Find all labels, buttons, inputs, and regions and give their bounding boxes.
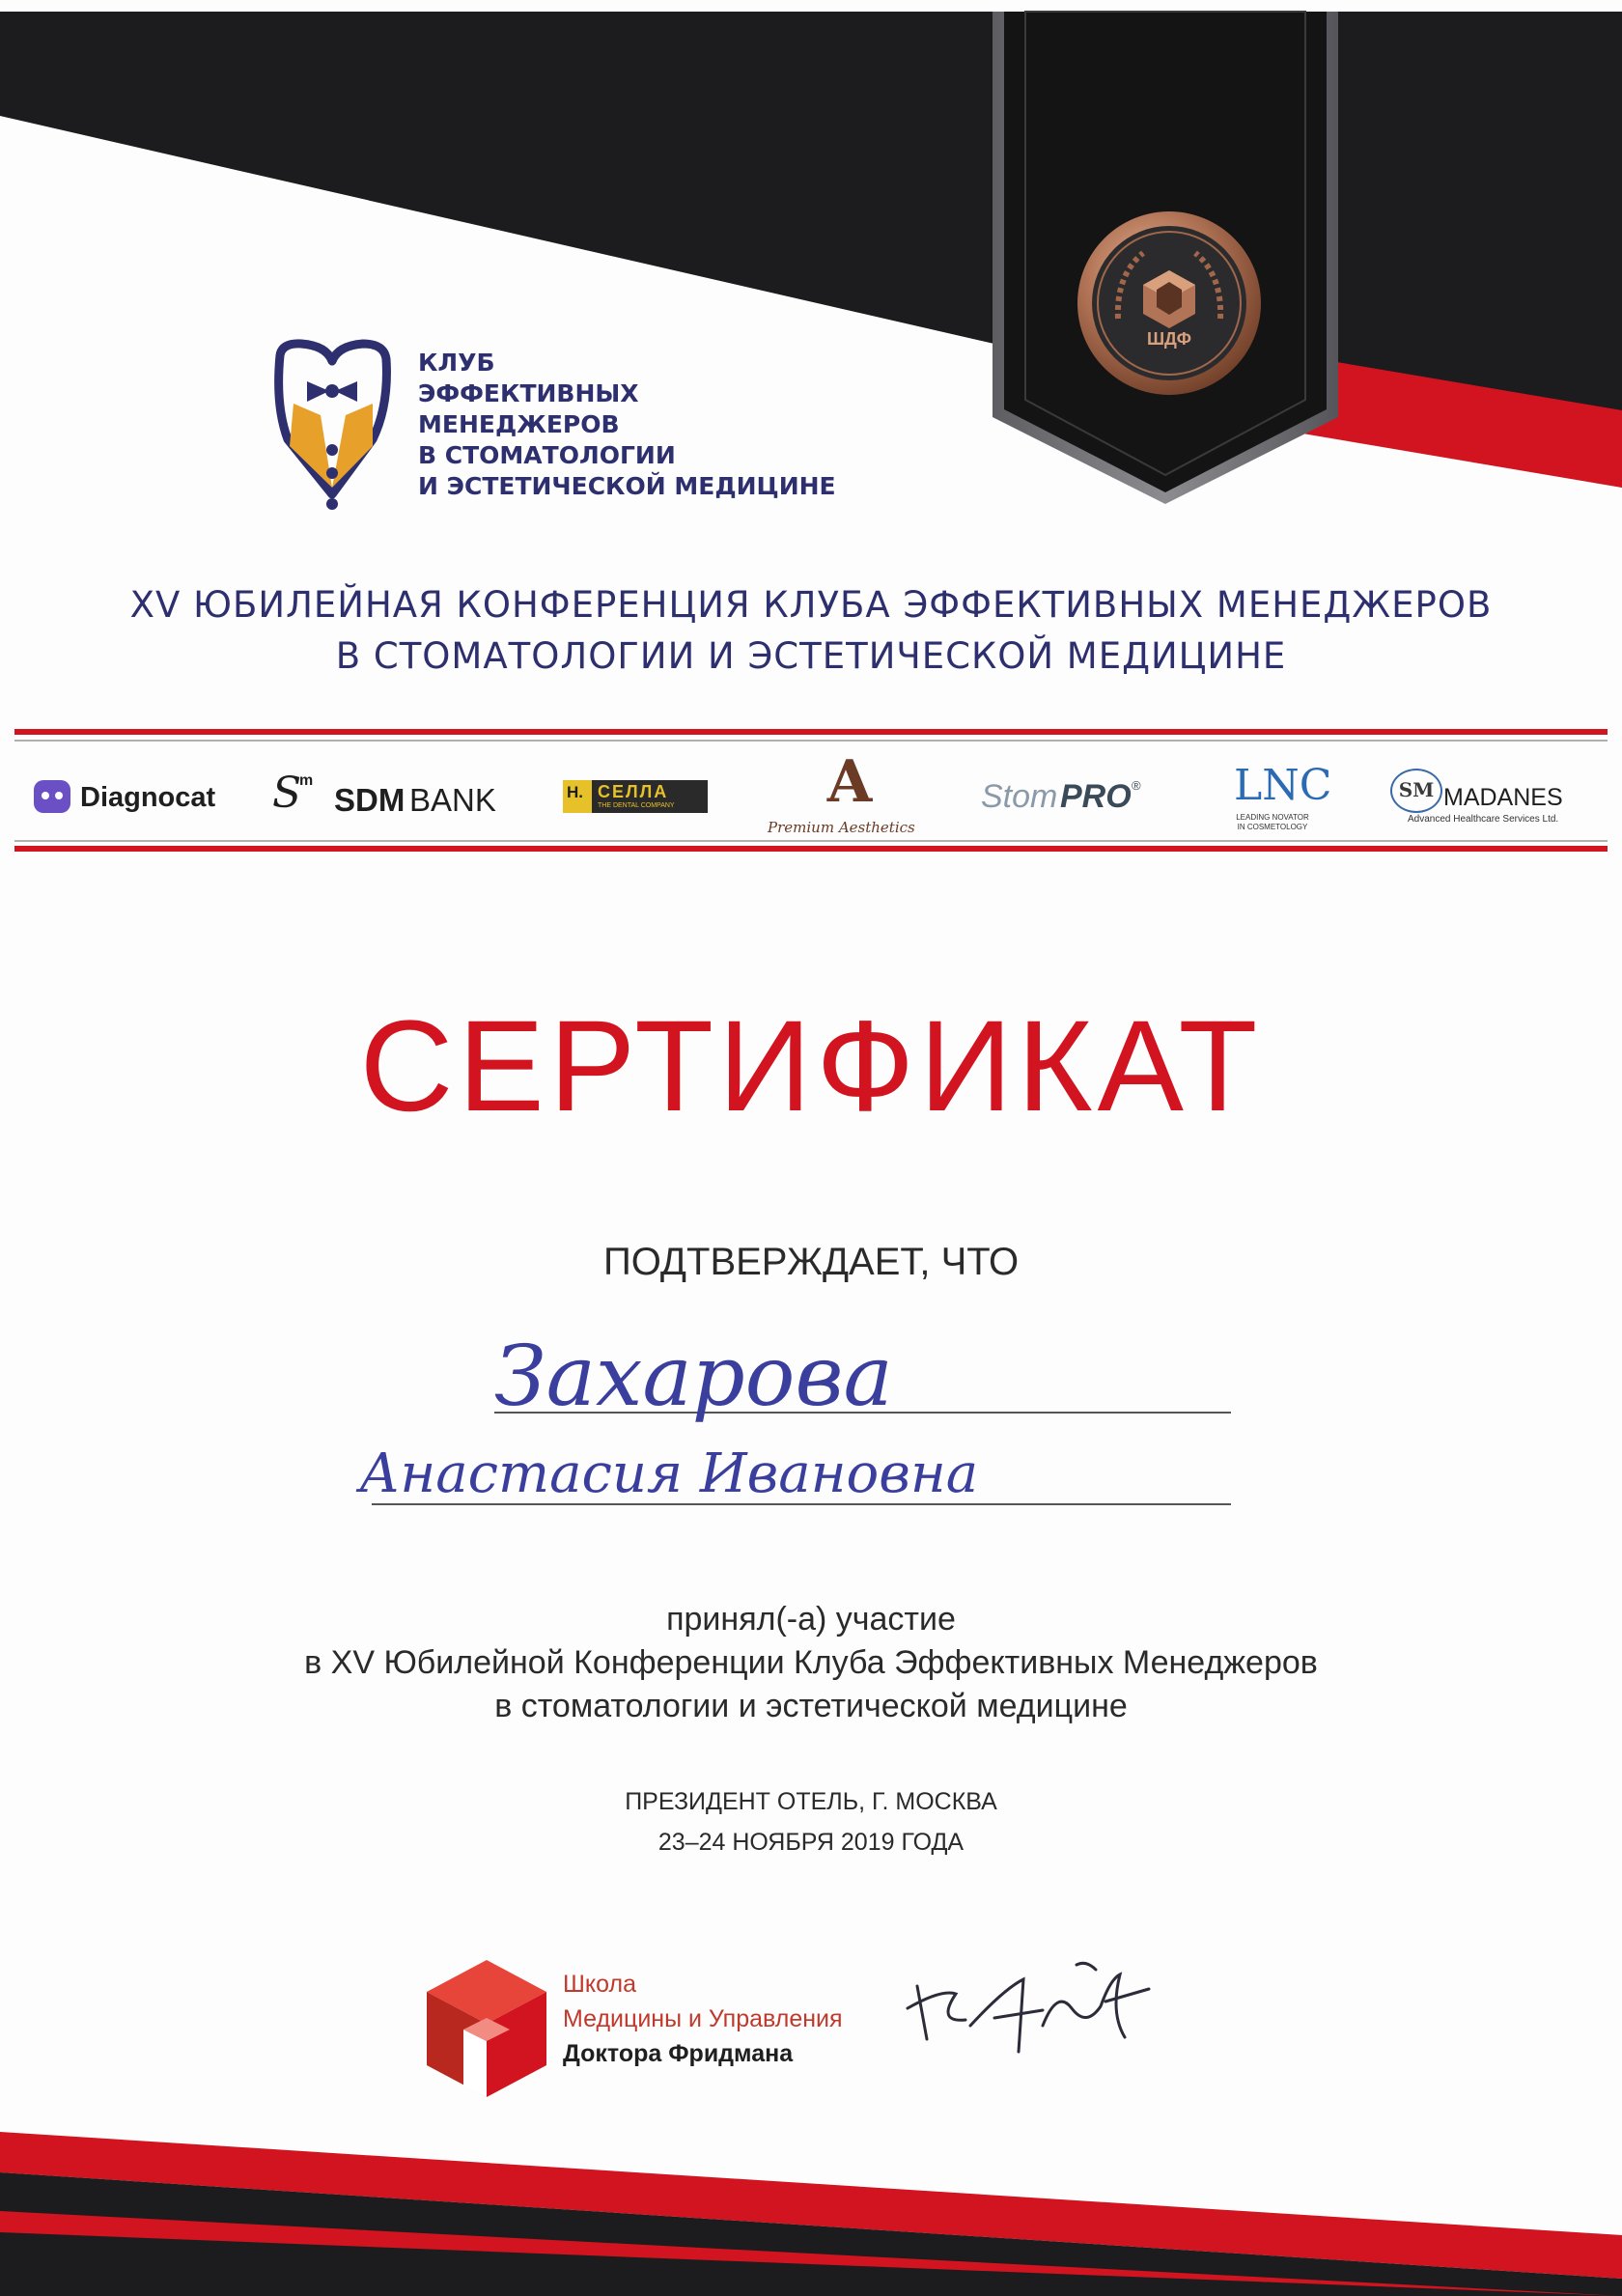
sdm-mark-sub: m	[299, 772, 314, 789]
madanes-sub: Advanced Healthcare Services Ltd.	[1408, 814, 1559, 825]
premium-letter: A	[826, 748, 873, 816]
club-name-line: В СТОМАТОЛОГИИ	[418, 441, 676, 469]
school-name	[563, 1967, 843, 2071]
confirms-text: ПОДТВЕРЖДАЕТ, ЧТО	[602, 1241, 1020, 1283]
hsella-h: H.	[567, 783, 583, 801]
school-line2: Медицины и Управления	[563, 2005, 843, 2032]
sponsor-line-bottom-thin	[14, 840, 1608, 842]
director-signature	[908, 1963, 1149, 2052]
recipient-given-names: Анастасия Ивановна	[359, 1442, 979, 1505]
lnc-mark: LNC	[1234, 761, 1332, 810]
sponsor-madanes: MADANES	[1443, 784, 1563, 811]
lnc-sub1: LEADING NOVATOR	[1236, 813, 1309, 822]
stompro-bold: PRO	[1060, 778, 1132, 815]
school-line1: Школа	[563, 1971, 636, 1998]
hsella-sub: THE DENTAL COMPANY	[598, 802, 675, 809]
sdm-mark: S	[272, 769, 302, 818]
lnc-sub2: IN COSMETOLOGY	[1237, 823, 1308, 831]
conference-title-line2: В СТОМАТОЛОГИИ И ЭСТЕТИЧЕСКОЙ МЕДИЦИНЕ	[335, 635, 1287, 677]
club-name	[418, 348, 836, 502]
hsella-logo	[563, 780, 708, 813]
school-cube-logo-icon	[427, 1960, 546, 2097]
participated-line: принял(-а) участие	[666, 1601, 956, 1638]
venue-text: ПРЕЗИДЕНТ ОТЕЛЬ, Г. МОСКВА	[625, 1788, 997, 1815]
sponsor-diagnocat: Diagnocat	[80, 782, 216, 813]
medal-label: ШДФ	[1146, 329, 1192, 349]
description-line1: в XV Юбилейной Конференции Клуба Эффективных Менеджеров	[304, 1644, 1318, 1681]
madanes-mark: SM	[1398, 778, 1435, 801]
diagnocat-icon	[34, 780, 70, 813]
participation-text	[0, 1598, 1622, 1728]
sponsor-premium-aesthetics: Premium Aesthetics	[768, 819, 915, 836]
sponsor-line-top-thin	[14, 740, 1608, 742]
stompro-light: Stom	[981, 778, 1058, 815]
club-name-line: ЭФФЕКТИВНЫХ	[418, 379, 639, 407]
sponsor-line-bottom	[14, 846, 1608, 852]
tooth-logo-icon	[279, 344, 387, 510]
medal-emblem	[1077, 211, 1261, 395]
certificate-title: СЕРТИФИКАТ	[359, 994, 1263, 1138]
sponsor-line-top	[14, 729, 1608, 735]
madanes-emblem	[1390, 769, 1442, 813]
sponsor-sdm-bold: SDM	[334, 782, 406, 818]
club-name-line: МЕНЕДЖЕРОВ	[418, 410, 620, 438]
conference-title-line1: XV ЮБИЛЕЙНАЯ КОНФЕРЕНЦИЯ КЛУБА ЭФФЕКТИВНЫХ МЕНЕДЖЕРОВ	[129, 584, 1493, 626]
hsella-name: СЕЛЛА	[598, 782, 669, 801]
sponsor-sdm-regular: BANK	[409, 782, 496, 818]
description-line2: в стоматологии и эстетической медицине	[494, 1688, 1128, 1724]
school-line3: Доктора Фридмана	[563, 2040, 794, 2067]
dates-text: 23–24 НОЯБРЯ 2019 ГОДА	[657, 1829, 965, 1856]
club-name-line: И ЭСТЕТИЧЕСКОЙ МЕДИЦИНЕ	[418, 472, 836, 500]
club-name-line: КЛУБ	[418, 349, 495, 377]
recipient-surname: Захарова	[494, 1329, 893, 1425]
venue-block	[0, 1781, 1622, 1862]
stompro-reg: ®	[1132, 778, 1141, 793]
